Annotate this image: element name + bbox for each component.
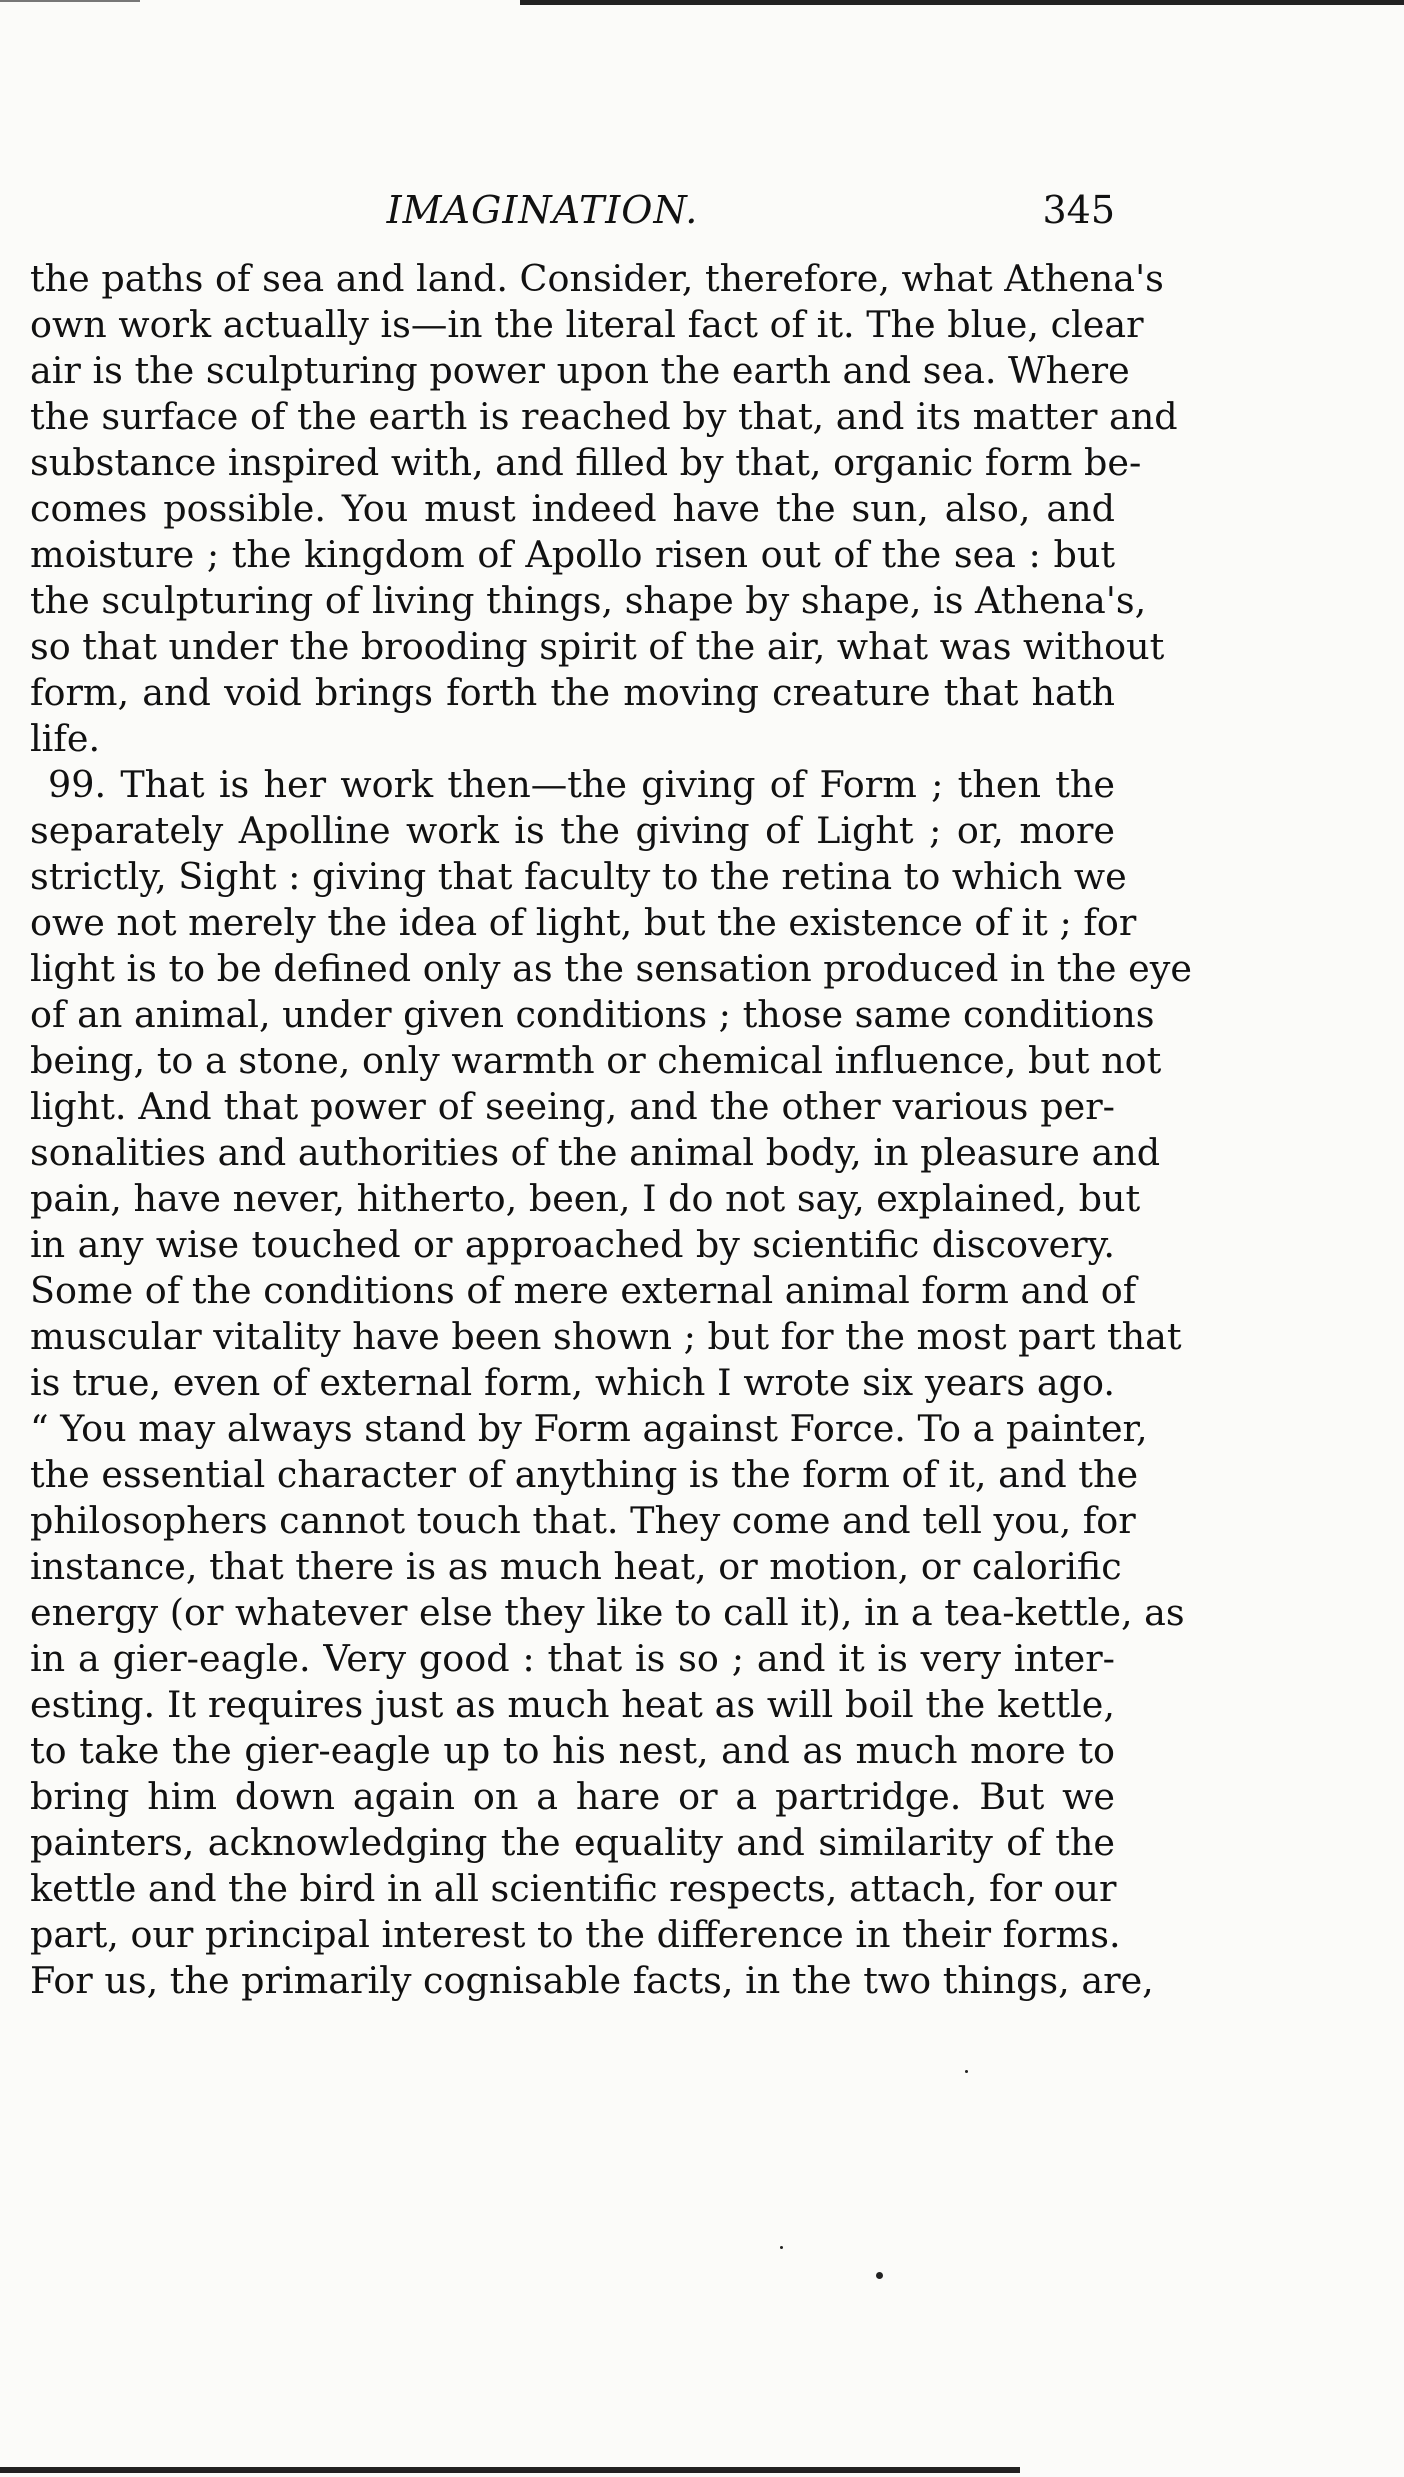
text-line: esting. It requires just as much heat as will boil the kettle,	[30, 1683, 1115, 1726]
running-header	[30, 188, 1115, 238]
text-line: form, and void brings forth the moving creature that hath	[30, 671, 1115, 714]
text-line: being, to a stone, only warmth or chemical influence, but not	[30, 1039, 1162, 1082]
print-speck	[965, 2070, 968, 2073]
text-line: in a gier-eagle. Very good : that is so ; and it is very inter-	[30, 1637, 1115, 1680]
text-line: strictly, Sight : giving that faculty to the retina to which we	[30, 855, 1127, 898]
text-line: own work actually is—in the literal fact of it. The blue, clear	[30, 303, 1144, 346]
page-number: 345	[1042, 188, 1115, 232]
body-text	[30, 256, 1192, 2004]
text-line: For us, the primarily cognisable facts, in the two things, are,	[30, 1959, 1154, 2002]
text-line: light. And that power of seeing, and the other various per-	[30, 1085, 1115, 1128]
top-edge-rule	[520, 0, 1404, 5]
text-line: the sculpturing of living things, shape by shape, is Athena's,	[30, 579, 1147, 622]
text-line: separately Apolline work is the giving of Light ; or, more	[30, 809, 1115, 852]
text-line: of an animal, under given conditions ; those same conditions	[30, 993, 1155, 1036]
text-line: energy (or whatever else they like to call it), in a tea-kettle, as	[30, 1591, 1185, 1634]
text-line: muscular vitality have been shown ; but for the most part that	[30, 1315, 1182, 1358]
text-line: kettle and the bird in all scientific respects, attach, for our	[30, 1867, 1117, 1910]
running-title: IMAGINATION.	[386, 188, 699, 232]
text-line: is true, even of external form, which I wrote six years ago.	[30, 1361, 1115, 1404]
bottom-edge-rule	[0, 2467, 1020, 2473]
text-line: philosophers cannot touch that. They come and tell you, for	[30, 1499, 1136, 1542]
text-line: in any wise touched or approached by scientific discovery.	[30, 1223, 1115, 1266]
text-line: bring him down again on a hare or a partridge. But we	[30, 1775, 1115, 1818]
text-line: substance inspired with, and filled by that, organic form be-	[30, 441, 1142, 484]
text-line: pain, have never, hitherto, been, I do not say, explained, but	[30, 1177, 1141, 1220]
text-line: to take the gier-eagle up to his nest, and as much more to	[30, 1729, 1115, 1772]
text-line: Some of the conditions of mere external animal form and of	[30, 1269, 1137, 1312]
print-speck	[780, 2246, 783, 2249]
text-line: light is to be defined only as the sensation produced in the eye	[30, 947, 1192, 990]
top-edge-mark	[0, 0, 140, 2]
text-line: moisture ; the kingdom of Apollo risen out of the sea : but	[30, 533, 1115, 576]
text-line: 99. That is her work then—the giving of Form ; then the	[48, 763, 1115, 806]
text-line: air is the sculpturing power upon the earth and sea. Where	[30, 349, 1130, 392]
text-line: comes possible. You must indeed have the sun, also, and	[30, 487, 1115, 530]
text-line: so that under the brooding spirit of the air, what was without	[30, 625, 1165, 668]
text-line: the paths of sea and land. Consider, therefore, what Athena's	[30, 257, 1164, 300]
text-line: the surface of the earth is reached by that, and its matter and	[30, 395, 1178, 438]
text-line: life.	[30, 717, 101, 760]
text-line: owe not merely the idea of light, but the existence of it ; for	[30, 901, 1137, 944]
text-line: instance, that there is as much heat, or motion, or calorific	[30, 1545, 1122, 1588]
text-line: painters, acknowledging the equality and similarity of the	[30, 1821, 1115, 1864]
text-line: sonalities and authorities of the animal body, in pleasure and	[30, 1131, 1161, 1174]
text-line: “ You may always stand by Form against Force. To a painter,	[30, 1407, 1148, 1450]
text-line: part, our principal interest to the difference in their forms.	[30, 1913, 1121, 1956]
text-line: the essential character of anything is the form of it, and the	[30, 1453, 1139, 1496]
print-speck	[876, 2272, 883, 2279]
